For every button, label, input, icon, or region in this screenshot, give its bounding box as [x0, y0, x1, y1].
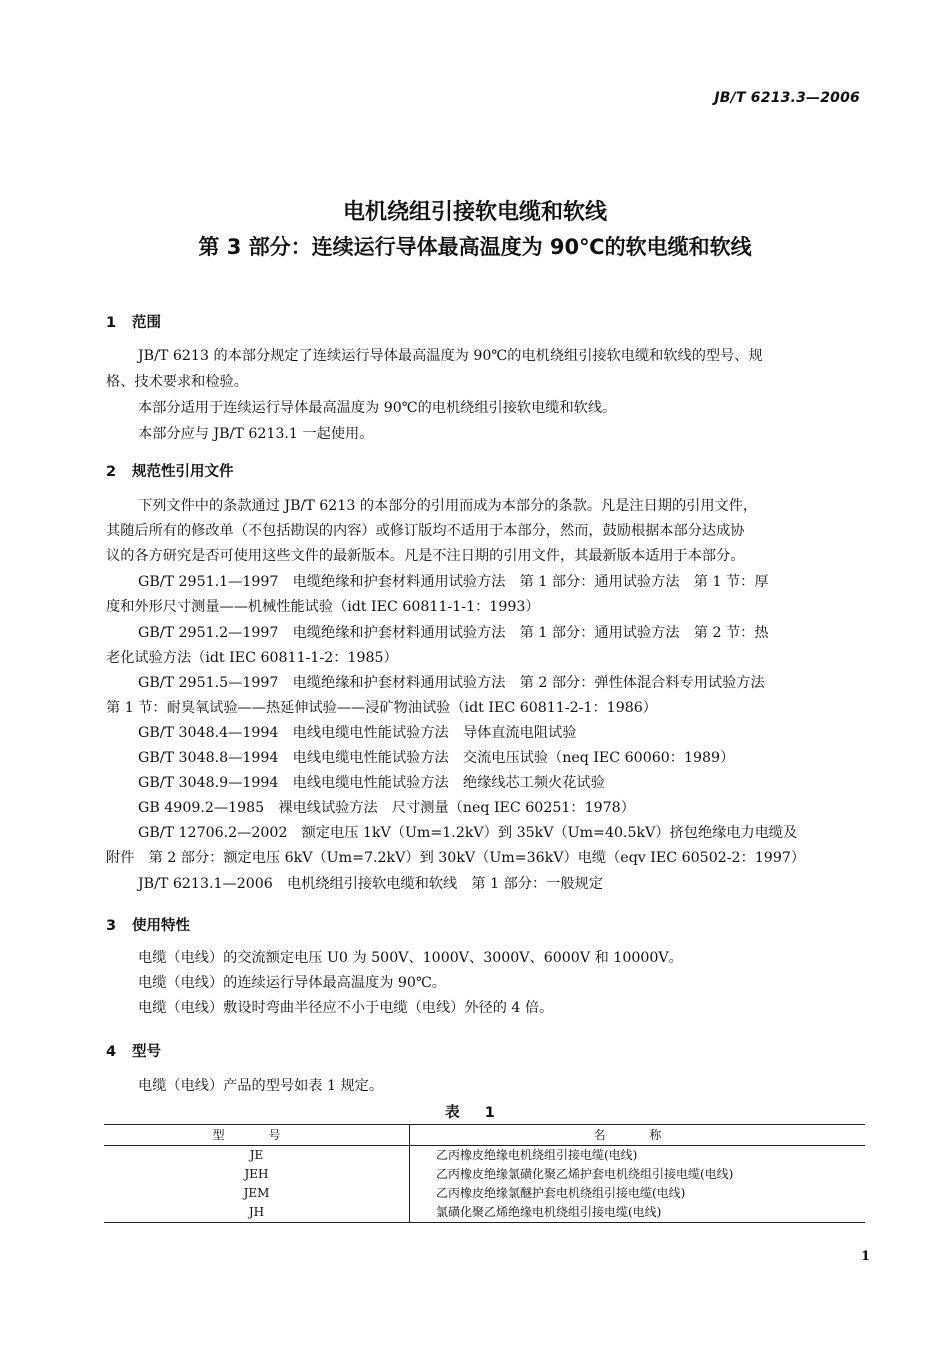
model-cell: JEH: [104, 1165, 410, 1184]
table-row: [104, 1184, 865, 1203]
table-row: [104, 1203, 865, 1223]
references-intro-c: 议的各方研究是否可使用这些文件的最新版本。凡是不注日期的引用文件，其最新版本适用于本部分。: [106, 548, 745, 564]
scope-paragraph-1a: JB/T 6213 的本部分规定了连续运行导体最高温度为 90℃的电机绕组引接软电缆和软线的型号、规: [138, 348, 763, 364]
section-title: 使用特性: [132, 918, 190, 934]
name-cell: 氯磺化聚乙烯绝缘电机绕组引接电缆(电线): [436, 1205, 662, 1219]
section-heading-scope: [106, 311, 161, 332]
table-header-row: [104, 1125, 865, 1146]
reference-item-3a: GB/T 2951.5—1997 电缆绝缘和护套材料通用试验方法 第 2 部分：弹性体混合料专用试验方法: [138, 675, 765, 691]
reference-item-1b: 度和外形尺寸测量——机械性能试验（idt IEC 60811-1-1：1993）: [106, 599, 540, 615]
section-title: 规范性引用文件: [132, 464, 234, 480]
section-title: 型号: [132, 1044, 161, 1060]
document-subtitle: 第 3 部分：连续运行导体最高温度为 90℃的软电缆和软线: [198, 235, 752, 259]
table-caption: 表 1: [445, 1105, 505, 1121]
characteristics-paragraph-2: 电缆（电线）的连续运行导体最高温度为 90℃。: [138, 975, 446, 991]
reference-item-8a: GB/T 12706.2—2002 额定电压 1kV（Um=1.2kV）到 35kV（Um=40.5kV）挤包绝缘电力电缆及: [138, 825, 798, 841]
section-number: 4: [106, 1044, 117, 1060]
name-cell: 乙丙橡皮绝缘氯醚护套电机绕组引接电缆(电线): [436, 1186, 686, 1200]
characteristics-paragraph-1: 电缆（电线）的交流额定电压 U0 为 500V、1000V、3000V、6000V 和 10000V。: [138, 950, 683, 966]
characteristics-paragraph-3: 电缆（电线）敷设时弯曲半径应不小于电缆（电线）外径的 4 倍。: [138, 1000, 554, 1016]
scope-paragraph-2: 本部分适用于连续运行导体最高温度为 90℃的电机绕组引接软电缆和软线。: [138, 400, 617, 416]
table-row: [104, 1146, 865, 1166]
section-number: 1: [106, 315, 117, 331]
name-cell: 乙丙橡皮绝缘氯磺化聚乙烯护套电机绕组引接电缆(电线): [436, 1167, 734, 1181]
column-header-name: 名 称: [410, 1125, 866, 1146]
reference-item-3b: 第 1 节：耐臭氧试验——热延伸试验——浸矿物油试验（idt IEC 60811-2-1：1986）: [106, 700, 657, 716]
reference-item-1a: GB/T 2951.1—1997 电缆绝缘和护套材料通用试验方法 第 1 部分：通用试验方法 第 1 节：厚: [138, 574, 769, 590]
section-heading-characteristics: [106, 914, 190, 935]
models-intro: 电缆（电线）产品的型号如表 1 规定。: [138, 1078, 384, 1094]
model-cell: JE: [104, 1146, 410, 1166]
scope-paragraph-3: 本部分应与 JB/T 6213.1 一起使用。: [138, 426, 374, 442]
column-header-model: 型 号: [104, 1125, 410, 1146]
references-intro-a: 下列文件中的条款通过 JB/T 6213 的本部分的引用而成为本部分的条款。凡是注日期的引用文件，: [138, 498, 758, 514]
references-intro-b: 其随后所有的修改单（不包括勘误的内容）或修订版均不适用于本部分，然而，鼓励根据本部分达成协: [106, 523, 745, 539]
page-number: 1: [860, 1249, 870, 1264]
reference-item-2b: 老化试验方法（idt IEC 60811-1-2：1985）: [106, 650, 398, 666]
reference-item-4: GB/T 3048.4—1994 电线电缆电性能试验方法 导体直流电阻试验: [138, 725, 577, 741]
scope-paragraph-1b: 格、技术要求和检验。: [106, 374, 248, 390]
section-heading-models: [106, 1040, 161, 1061]
reference-item-8b: 附件 第 2 部分：额定电压 6kV（Um=7.2kV）到 30kV（Um=36kV）电缆（eqv IEC 60502-2：1997）: [106, 850, 806, 866]
standard-code: JB/T 6213.3—2006: [714, 90, 860, 106]
section-heading-references: [106, 460, 234, 481]
section-title: 范围: [132, 315, 161, 331]
model-table: [104, 1124, 865, 1223]
reference-item-7: GB 4909.2—1985 裸电线试验方法 尺寸测量（neq IEC 60251：1978）: [138, 800, 635, 816]
name-cell: 乙丙橡皮绝缘电机绕组引接电缆(电线): [436, 1148, 638, 1162]
reference-item-9: JB/T 6213.1—2006 电机绕组引接软电缆和软线 第 1 部分：一般规定: [138, 876, 603, 892]
model-cell: JEM: [104, 1184, 410, 1203]
section-number: 3: [106, 918, 117, 934]
document-title: 电机绕组引接软电缆和软线: [342, 200, 607, 225]
section-number: 2: [106, 464, 117, 480]
table-row: [104, 1165, 865, 1184]
reference-item-5: GB/T 3048.8—1994 电线电缆电性能试验方法 交流电压试验（neq IEC 60060：1989）: [138, 750, 735, 766]
reference-item-6: GB/T 3048.9—1994 电线电缆电性能试验方法 绝缘线芯工频火花试验: [138, 775, 605, 791]
model-cell: JH: [104, 1203, 410, 1223]
reference-item-2a: GB/T 2951.2—1997 电缆绝缘和护套材料通用试验方法 第 1 部分：通用试验方法 第 2 节：热: [138, 625, 769, 641]
